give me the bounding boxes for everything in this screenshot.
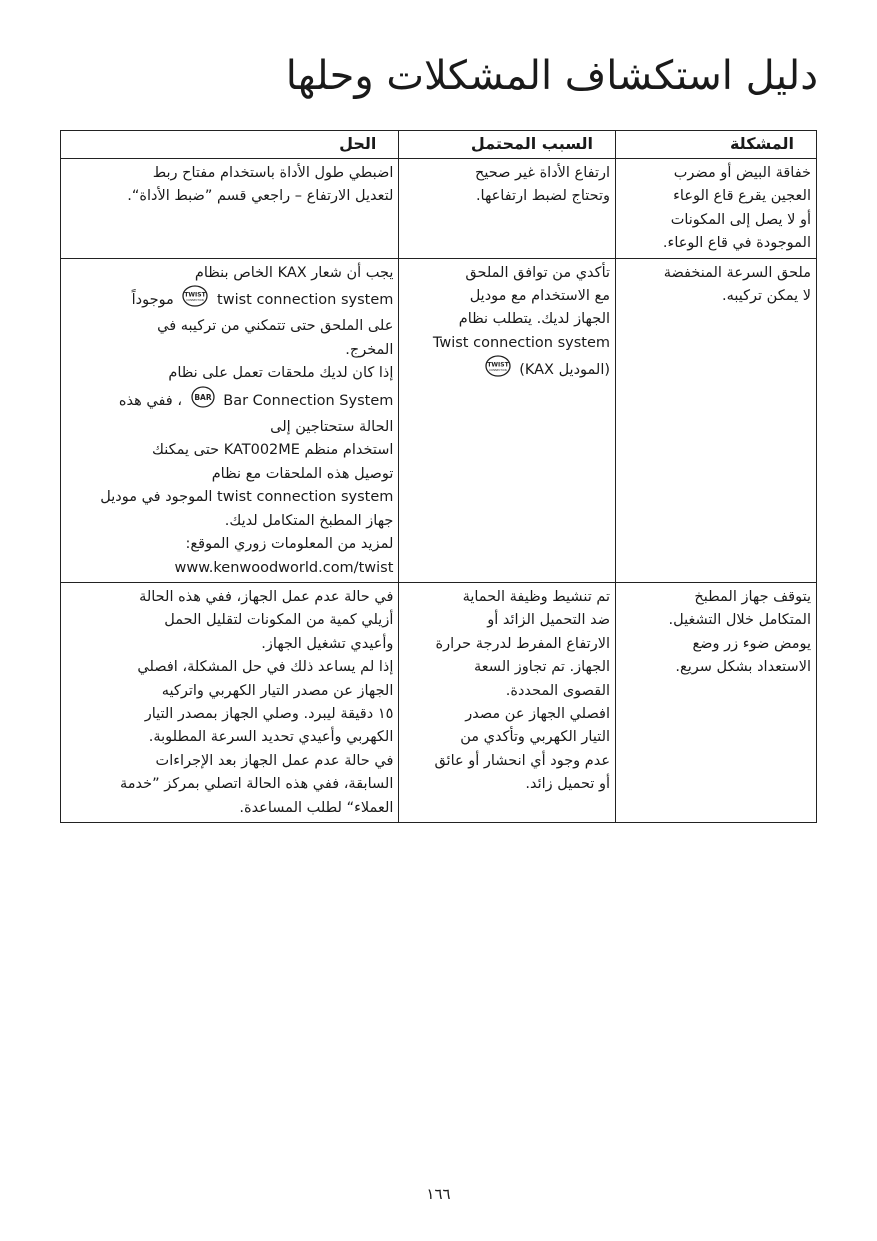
text-line: يتوقف جهاز المطبخ	[694, 588, 811, 605]
text-line: يومض ضوء زر وضع	[692, 635, 811, 652]
problem-cell	[616, 582, 817, 822]
cause-cell	[399, 582, 616, 822]
text-fragment: (الموديل KAX)	[519, 362, 611, 379]
text-line: الحالة ستحتاجين إلى	[270, 419, 394, 436]
twist-connection-logo-icon	[182, 285, 208, 315]
text-line: في حالة عدم عمل الجهاز بعد الإجراءات	[155, 752, 394, 769]
header-cause: السبب المحتمل	[399, 131, 616, 159]
text-line: تم تنشيط وظيفة الحماية	[462, 588, 611, 605]
text-line	[66, 285, 393, 315]
text-fragment: موجوداً	[131, 292, 174, 309]
solution-cell	[61, 582, 399, 822]
text-line: عدم وجود أي انحشار أو عائق	[434, 752, 611, 769]
table-header-row	[61, 131, 817, 159]
bar-logo-word: BAR	[193, 392, 212, 402]
text-line: العجين يقرع قاع الوعاء	[673, 188, 811, 205]
solution-cell	[61, 159, 399, 259]
text-fragment: twist connection system	[217, 292, 394, 309]
text-line: إذا لم يساعد ذلك في حل المشكلة، افصلي	[137, 659, 394, 676]
page-number: ١٦٦	[426, 1185, 451, 1203]
text-line: إذا كان لديك ملحقات تعمل على نظام	[168, 365, 394, 382]
text-line: توصيل هذه الملحقات مع نظام	[211, 465, 394, 482]
text-line: جهاز المطبخ المتكامل لديك.	[224, 512, 394, 529]
table-row	[61, 159, 817, 259]
text-line: السابقة، ففي هذه الحالة اتصلي بمركز ”خدمة	[120, 776, 394, 793]
text-line	[66, 386, 393, 416]
text-line: وتحتاج لضبط ارتفاعها.	[475, 188, 611, 205]
twist-connection-logo-icon	[485, 355, 511, 385]
bar-connection-logo-icon	[191, 386, 215, 416]
troubleshooting-table	[60, 130, 817, 823]
text-line: افصلي الجهاز عن مصدر	[465, 705, 611, 722]
text-line: وأعيدي تشغيل الجهاز.	[261, 635, 394, 652]
text-line: Twist connection system	[432, 334, 611, 351]
text-line: أو تحميل زائد.	[525, 776, 611, 793]
text-line: المتكامل خلال التشغيل.	[668, 612, 811, 629]
text-line: ملحق السرعة المنخفضة	[663, 264, 811, 281]
text-line: لمزيد من المعلومات زوري الموقع:	[185, 536, 394, 553]
text-line: أزيلي كمية من المكونات لتقليل الحمل	[164, 612, 394, 629]
twist-logo-word: TWIST	[184, 291, 207, 299]
twist-logo-sub: CONNECTION	[488, 369, 507, 373]
text-line: ١٥ دقيقة ليبرد. وصلي الجهاز بمصدر التيار	[144, 705, 394, 722]
text-fragment: ، ففي هذه	[118, 392, 183, 409]
table-row	[61, 582, 817, 822]
problem-cell	[616, 159, 817, 259]
problem-cell	[616, 258, 817, 582]
text-line: يجب أن شعار KAX الخاص بنظام	[194, 264, 394, 281]
text-line: استخدام منظم KAT002ME حتى يمكنك	[152, 442, 394, 459]
text-line	[404, 355, 610, 385]
text-line: التيار الكهربي وتأكدي من	[460, 729, 611, 746]
text-line: الجهاز. تم تجاوز السعة	[474, 659, 611, 676]
text-line: ضد التحميل الزائد أو	[487, 612, 611, 629]
cause-cell	[399, 258, 616, 582]
text-line: الجهاز لديك. يتطلب نظام	[458, 311, 611, 328]
text-line: اضبطي طول الأداة باستخدام مفتاح ربط	[152, 165, 394, 181]
text-line: ارتفاع الأداة غير صحيح	[474, 165, 611, 181]
text-line: الاستعداد بشكل سريع.	[675, 659, 811, 676]
text-line: تأكدي من توافق الملحق	[465, 264, 611, 281]
text-line: القصوى المحددة.	[505, 682, 611, 699]
page-title: دليل استكشاف المشكلات وحلها	[285, 53, 818, 99]
text-line: twist connection system الموجود في موديل	[100, 489, 394, 506]
text-line: على الملحق حتى تتمكني من تركيبه في	[157, 318, 394, 335]
text-line: العملاء“ لطلب المساعدة.	[239, 799, 394, 816]
text-line: المخرج.	[345, 341, 394, 358]
twist-logo-sub: CONNECTION	[186, 299, 205, 303]
text-line: الارتفاع المفرط لدرجة حرارة	[435, 635, 611, 652]
text-line: أو لا يصل إلى المكونات	[670, 211, 811, 228]
text-line: الكهربي وأعيدي تحديد السرعة المطلوبة.	[148, 729, 394, 746]
text-fragment: Bar Connection System	[223, 392, 394, 409]
cause-cell	[399, 159, 616, 259]
text-line: الموجودة في قاع الوعاء.	[662, 235, 811, 252]
twist-logo-word: TWIST	[486, 361, 509, 369]
solution-cell	[61, 258, 399, 582]
text-line: الجهاز عن مصدر التيار الكهربي واتركيه	[161, 682, 394, 699]
text-line: خفاقة البيض أو مضرب	[673, 165, 811, 181]
table-row	[61, 258, 817, 582]
text-line: لتعديل الارتفاع – راجعي قسم ”ضبط الأداة“.	[127, 188, 394, 205]
header-solution: الحل	[61, 131, 399, 159]
text-line: مع الاستخدام مع موديل	[469, 288, 611, 305]
text-line: لا يمكن تركيبه.	[721, 288, 811, 305]
website-url: www.kenwoodworld.com/twist	[174, 559, 394, 576]
header-problem: المشكلة	[616, 131, 817, 159]
text-line: في حالة عدم عمل الجهاز، ففي هذه الحالة	[139, 588, 394, 605]
